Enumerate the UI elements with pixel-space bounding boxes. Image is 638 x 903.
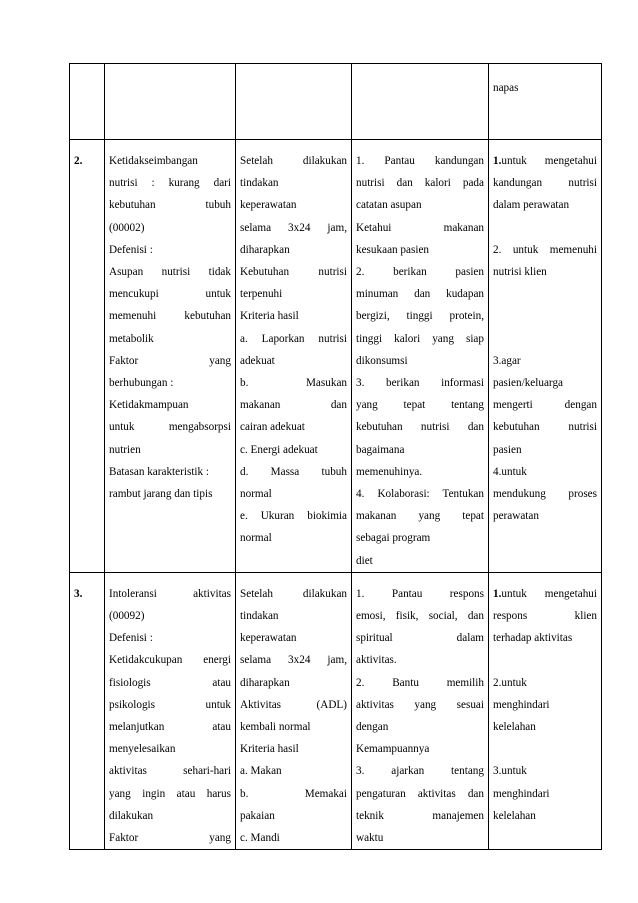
cell-line: keperawatan: [240, 632, 297, 645]
outcome-cell: [236, 572, 352, 849]
cell-line: psikologis untuk: [109, 698, 231, 711]
cell-line: keperawatan: [240, 199, 297, 212]
cell-line: Setelah dilakukan: [240, 155, 347, 167]
cell-line: [493, 328, 597, 350]
row-number: 3.: [70, 572, 105, 849]
cell-line: Ketahui makanan: [356, 221, 484, 234]
cell-line: catatan asupan: [356, 199, 422, 212]
cell-line: 1. Pantau kandungan: [356, 155, 484, 167]
diagnosis-cell: [105, 64, 236, 140]
cell-line: a. Laporkan nutrisi: [240, 332, 347, 345]
cell-line: diharapkan: [240, 243, 290, 256]
rationale-cell: [489, 572, 602, 849]
cell-line: mencukupi untuk: [109, 288, 231, 301]
cell-line: menghindari: [493, 698, 550, 711]
cell-line: kelelahan: [493, 721, 536, 734]
cell-line: bergizi, tinggi protein,: [356, 310, 484, 323]
cell-line: nutrisi : kurang dari: [109, 177, 231, 190]
cell-line: tinggi kalori yang siap: [356, 332, 484, 345]
cell-line: emosi, fisik, social, dan: [356, 610, 484, 623]
cell-line: normal: [240, 488, 272, 501]
cell-line: menghindari: [493, 787, 550, 800]
cell-line: mendukung proses: [493, 487, 597, 500]
cell-line: aktivitas sehari-hari: [109, 765, 231, 778]
cell-line: untuk mengabsorpsi: [109, 421, 231, 434]
cell-line: yang tepat tentang: [356, 399, 484, 412]
table-row: [70, 140, 602, 573]
cell-line: bagaimana: [356, 443, 405, 456]
cell-line: pasien: [493, 443, 522, 456]
cell-line: teknik manajemen: [356, 809, 484, 822]
nursing-care-plan-table: [69, 63, 602, 850]
outcome-cell: [236, 64, 352, 140]
cell-line: berhubungan :: [109, 377, 174, 390]
cell-line: pasien/keluarga: [493, 376, 563, 389]
cell-line: respons klien: [493, 610, 597, 623]
cell-line: nutrisi dan kalori pada: [356, 177, 484, 190]
cell-line: 4.untuk: [493, 465, 527, 478]
cell-line: diet: [356, 554, 373, 567]
cell-line: memenuhi kebutuhan: [109, 310, 231, 323]
cell-line: minuman dan kudapan: [356, 288, 484, 301]
cell-line: napas: [493, 82, 519, 94]
cell-line: kembali normal: [240, 721, 311, 734]
cell-line: nutrien: [109, 443, 141, 456]
cell-line: diharapkan: [240, 676, 290, 689]
cell-line: terpenuhi: [240, 288, 283, 301]
diagnosis-cell: [105, 572, 236, 849]
cell-line: dalam perawatan: [493, 199, 570, 212]
cell-line: Kemampuannya: [356, 743, 430, 756]
cell-line: Kriteria hasil: [240, 310, 299, 323]
cell-line: e. Ukuran biokimia: [240, 510, 347, 523]
cell-line: 2. untuk memenuhi: [493, 243, 597, 256]
cell-line: memenuhinya.: [356, 465, 423, 478]
cell-line: pengaturan aktivitas dan: [356, 787, 484, 800]
cell-line: 4. Kolaborasi: Tentukan: [356, 488, 484, 501]
intervention-cell: [352, 140, 489, 573]
cell-line: Kebutuhan nutrisi: [240, 266, 347, 279]
cell-line: 3.untuk: [493, 765, 527, 778]
cell-line: [493, 649, 597, 671]
table-row: [70, 64, 602, 140]
row-number: [70, 64, 105, 140]
cell-line: Defenisi :: [109, 632, 153, 645]
cell-line: normal: [240, 532, 272, 545]
cell-line: 1. Pantau respons: [356, 587, 484, 600]
cell-line: tindakan: [240, 177, 279, 190]
cell-line: d. Massa tubuh: [240, 465, 347, 478]
cell-line: spiritual dalam: [356, 632, 484, 645]
cell-line: nutrisi klien: [493, 266, 547, 278]
cell-line: 3.agar: [493, 354, 521, 367]
cell-line: cairan adekuat: [240, 421, 305, 434]
cell-line: dikonsumsi: [356, 354, 408, 367]
cell-line: adekuat: [240, 354, 275, 367]
cell-line: sebagai program: [356, 532, 431, 545]
row-number: 2.: [70, 140, 105, 573]
cell-line: fisiologis atau: [109, 676, 231, 689]
cell-line: 1.untuk mengetahui: [493, 155, 597, 167]
cell-line: kebutuhan tubuh: [109, 199, 231, 212]
diagnosis-cell: [105, 140, 236, 573]
cell-line: kebutuhan nutrisi dan: [356, 421, 484, 434]
cell-line: dengan: [356, 721, 389, 734]
cell-line: c. Energi adekuat: [240, 443, 318, 456]
cell-line: Faktor yang: [109, 832, 231, 845]
cell-line: Defenisi :: [109, 243, 153, 256]
cell-line: [493, 217, 597, 239]
cell-line: tindakan: [240, 610, 279, 623]
cell-line: menyelesaikan: [109, 743, 176, 756]
cell-line: aktivitas.: [356, 654, 397, 667]
cell-line: terhadap aktivitas: [493, 632, 573, 645]
cell-line: perawatan: [493, 510, 539, 523]
cell-line: selama 3x24 jam,: [240, 654, 347, 667]
cell-line: [493, 738, 597, 760]
cell-line: melanjutkan atau: [109, 721, 231, 734]
cell-line: [493, 305, 597, 327]
intervention-cell: [352, 572, 489, 849]
cell-line: waktu: [356, 832, 384, 845]
cell-line: Ketidakcukupan energi: [109, 654, 231, 667]
cell-line: Intoleransi aktivitas: [109, 587, 231, 600]
cell-line: kesukaan pasien: [356, 243, 430, 256]
cell-line: aktivitas yang sesuai: [356, 698, 484, 711]
cell-line: (00092): [109, 610, 145, 623]
cell-line: b. Memakai: [240, 787, 347, 800]
cell-line: (00002): [109, 221, 145, 234]
cell-line: Ketidakmampuan: [109, 399, 189, 412]
cell-line: kandungan nutrisi: [493, 177, 597, 190]
cell-line: [493, 283, 597, 305]
cell-line: c. Mandi: [240, 832, 280, 845]
cell-line: a. Makan: [240, 765, 282, 778]
rationale-cell: [489, 140, 602, 573]
cell-line: Aktivitas (ADL): [240, 698, 347, 711]
cell-line: pakaian: [240, 809, 275, 822]
rationale-cell: [489, 64, 602, 140]
cell-line: Batasan karakteristik :: [109, 465, 210, 478]
cell-line: Setelah dilakukan: [240, 587, 347, 600]
cell-line: 3. ajarkan tentang: [356, 765, 484, 778]
cell-line: mengerti dengan: [493, 399, 597, 412]
cell-line: 3. berikan informasi: [356, 377, 484, 390]
cell-line: b. Masukan: [240, 377, 347, 390]
table-row: [70, 572, 602, 849]
outcome-cell: [236, 140, 352, 573]
cell-line: 2. Bantu memilih: [356, 676, 484, 689]
cell-line: 2. berikan pasien: [356, 266, 484, 279]
cell-line: kelelahan: [493, 809, 536, 822]
cell-line: Faktor yang: [109, 354, 231, 367]
cell-line: kebutuhan nutrisi: [493, 421, 597, 434]
cell-line: metabolik: [109, 332, 154, 345]
intervention-cell: [352, 64, 489, 140]
cell-line: makanan yang tepat: [356, 510, 484, 523]
cell-line: Ketidakseimbangan: [109, 155, 198, 167]
cell-line: Kriteria hasil: [240, 743, 299, 756]
cell-line: dilakukan: [109, 809, 154, 822]
cell-line: selama 3x24 jam,: [240, 221, 347, 234]
cell-line: yang ingin atau harus: [109, 787, 231, 800]
cell-line: 2.untuk: [493, 676, 527, 689]
cell-line: 1.untuk mengetahui: [493, 587, 597, 600]
cell-line: Asupan nutrisi tidak: [109, 266, 231, 279]
cell-line: rambut jarang dan tipis: [109, 488, 213, 501]
cell-line: makanan dan: [240, 399, 347, 412]
